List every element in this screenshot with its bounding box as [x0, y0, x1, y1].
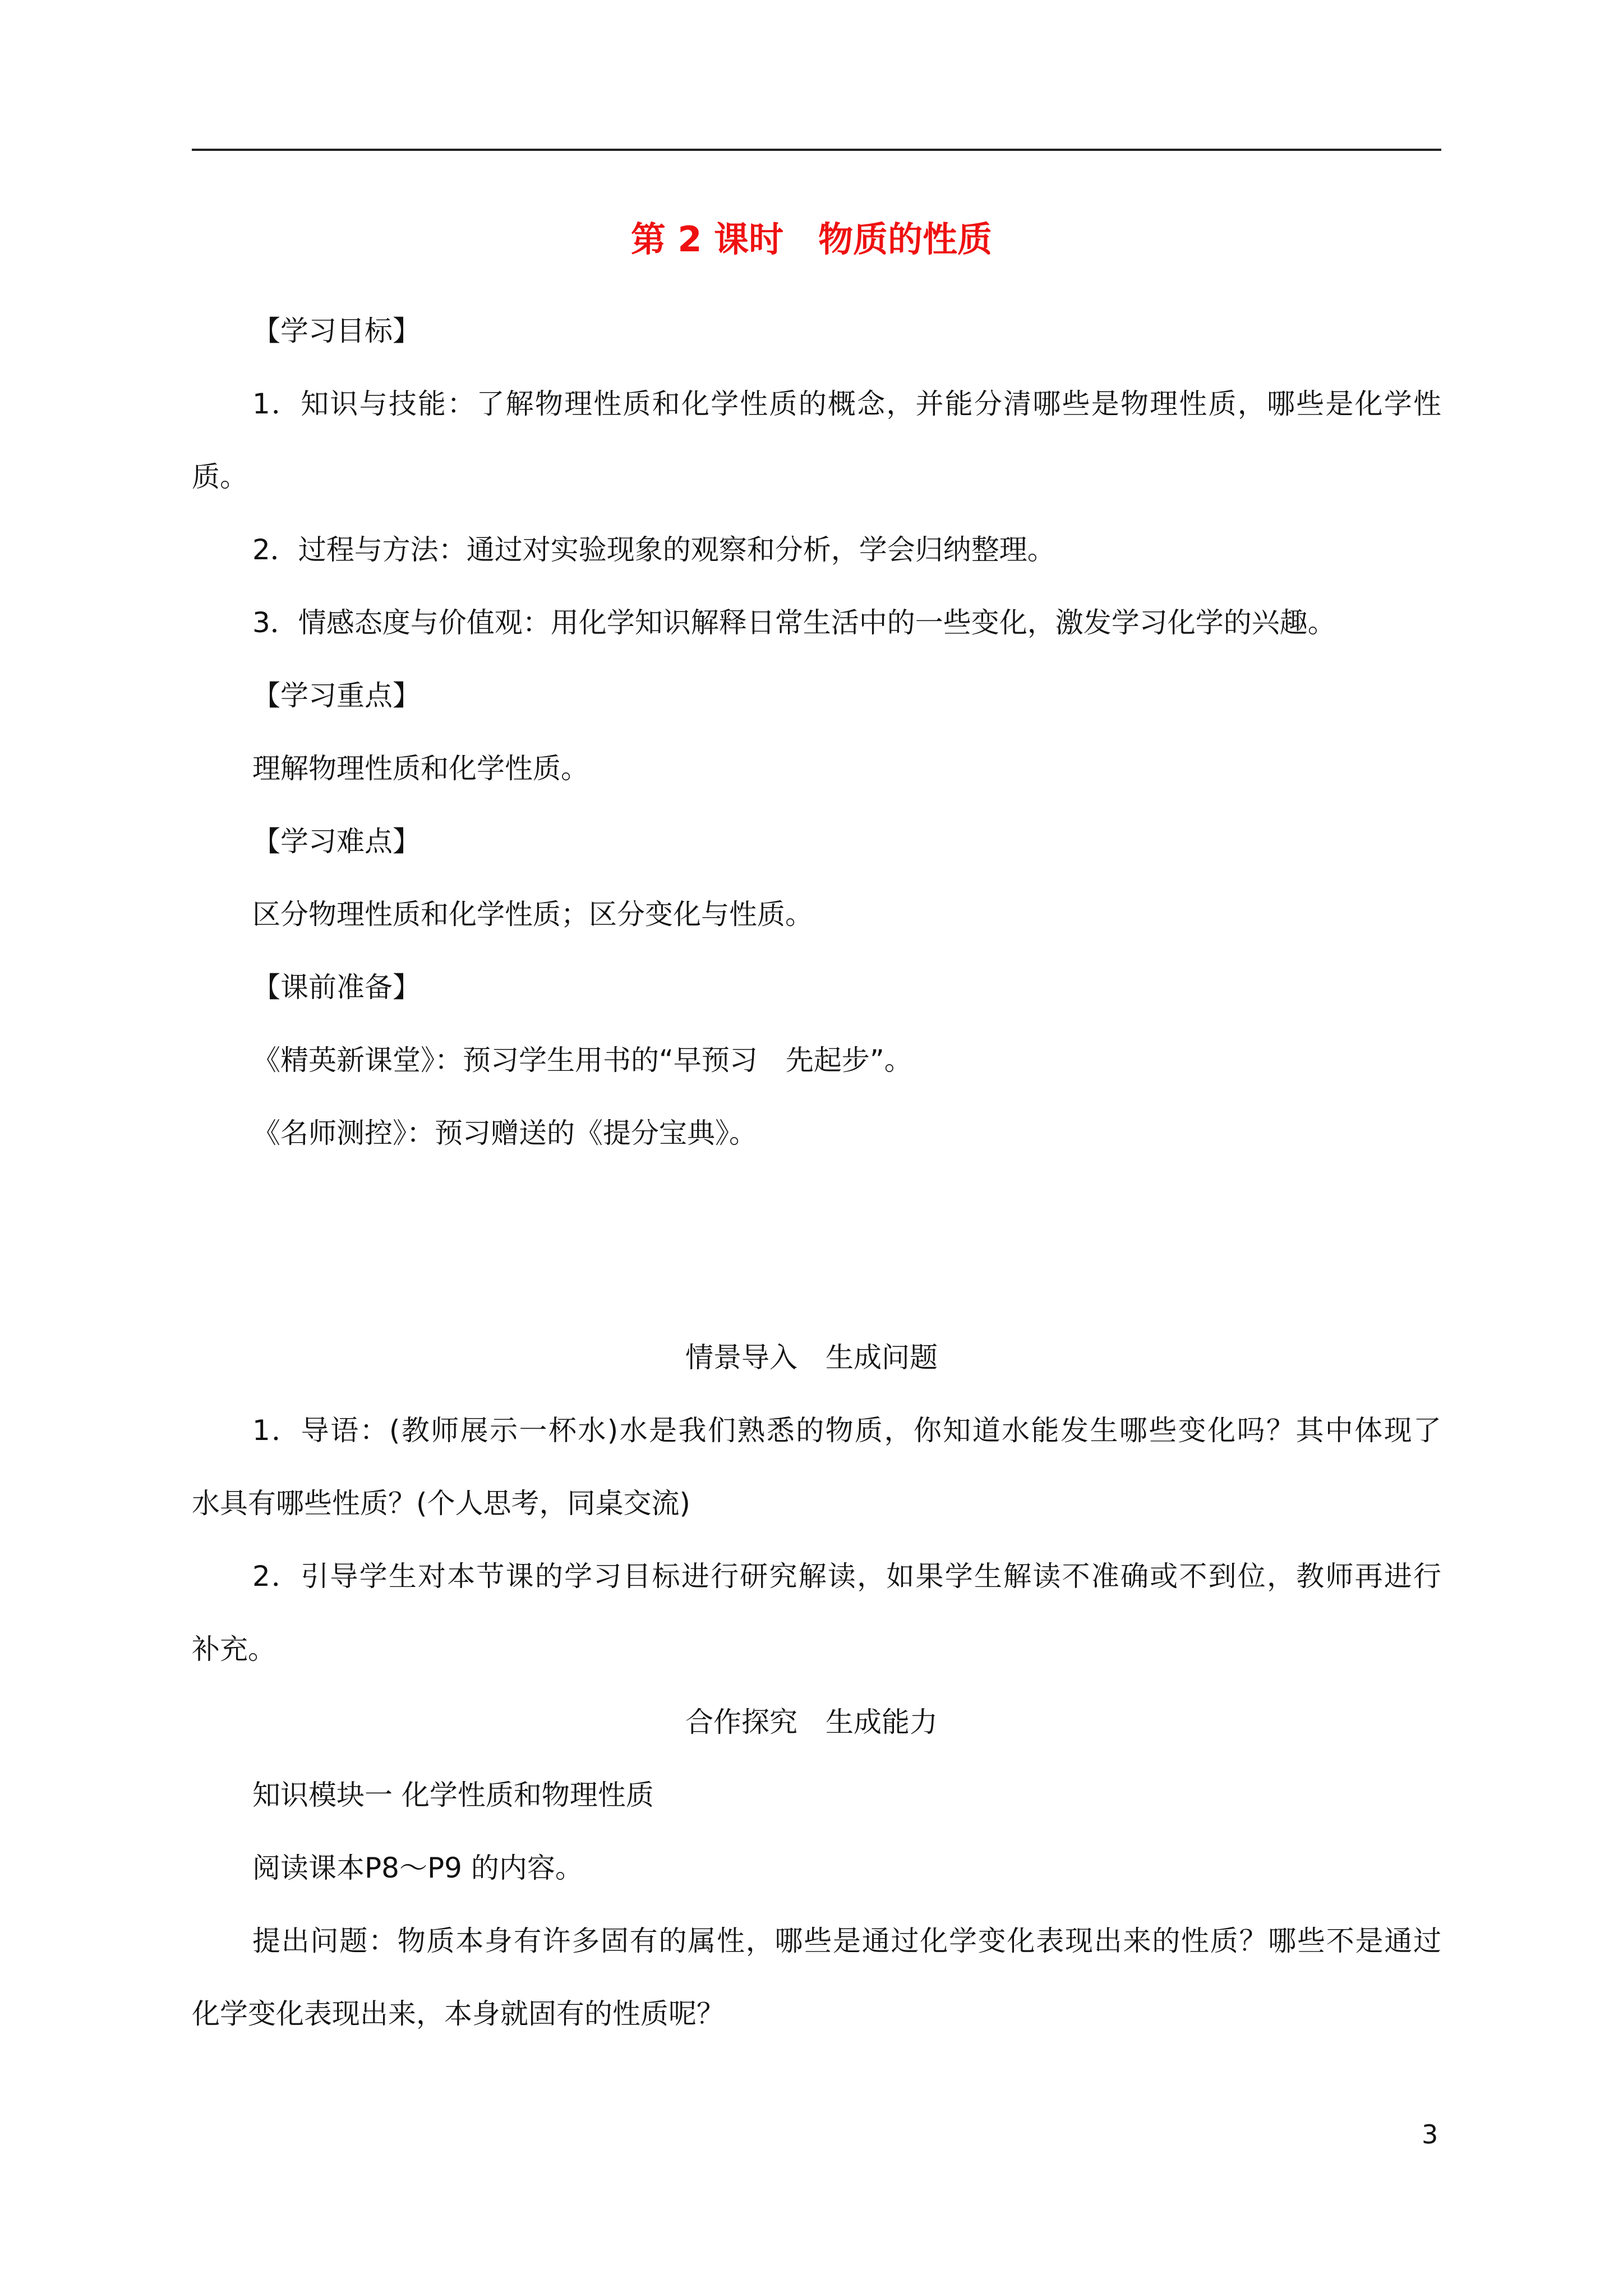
- question-line-1: 提出问题：物质本身有许多固有的属性，哪些是通过化学变化表现出来的性质？哪些不是通过: [252, 1925, 1441, 1957]
- key-points-heading: 【学习重点】: [252, 679, 421, 712]
- module-title: 知识模块一 化学性质和物理性质: [252, 1779, 654, 1811]
- difficulties-text: 区分物理性质和化学性质；区分变化与性质。: [252, 898, 813, 931]
- preparation-line-2: 《名师测控》：预习赠送的《提分宝典》。: [252, 1117, 757, 1149]
- preparation-heading: 【课前准备】: [252, 971, 421, 1004]
- intro-item-1-line-1: 1．导语：(教师展示一杯水)水是我们熟悉的物质，你知道水能发生哪些变化吗？其中体现了: [252, 1414, 1441, 1447]
- intro-item-2-line-1: 2．引导学生对本节课的学习目标进行研究解读，如果学生解读不准确或不到位，教师再进行: [252, 1560, 1441, 1593]
- objective-2: 2．过程与方法：通过对实验现象的观察和分析，学会归纳整理。: [252, 533, 1055, 566]
- objective-3: 3．情感态度与价值观：用化学知识解释日常生活中的一些变化，激发学习化学的兴趣。: [252, 606, 1336, 639]
- page-title: 第 2 课时 物质的性质: [630, 219, 993, 260]
- page-number: 3: [1422, 2119, 1438, 2150]
- preparation-line-1: 《精英新课堂》：预习学生用书的“早预习 先起步”。: [252, 1044, 912, 1076]
- difficulties-heading: 【学习难点】: [252, 825, 421, 858]
- cooperation-heading: 合作探究 生成能力: [685, 1706, 938, 1738]
- intro-item-1-line-2: 水具有哪些性质？(个人思考，同桌交流): [192, 1487, 691, 1520]
- reading-instruction: 阅读课本P8～P9 的内容。: [252, 1852, 583, 1884]
- objectives-heading: 【学习目标】: [252, 315, 421, 347]
- key-points-text: 理解物理性质和化学性质。: [252, 752, 589, 785]
- objective-1-line-2: 质。: [192, 461, 248, 493]
- intro-item-2-line-2: 补充。: [192, 1633, 276, 1665]
- question-line-2: 化学变化表现出来，本身就固有的性质呢？: [192, 1998, 725, 2030]
- header-rule: [192, 149, 1441, 151]
- intro-heading: 情景导入 生成问题: [685, 1341, 938, 1374]
- objective-1-line-1: 1．知识与技能：了解物理性质和化学性质的概念，并能分清哪些是物理性质，哪些是化学性: [252, 388, 1441, 420]
